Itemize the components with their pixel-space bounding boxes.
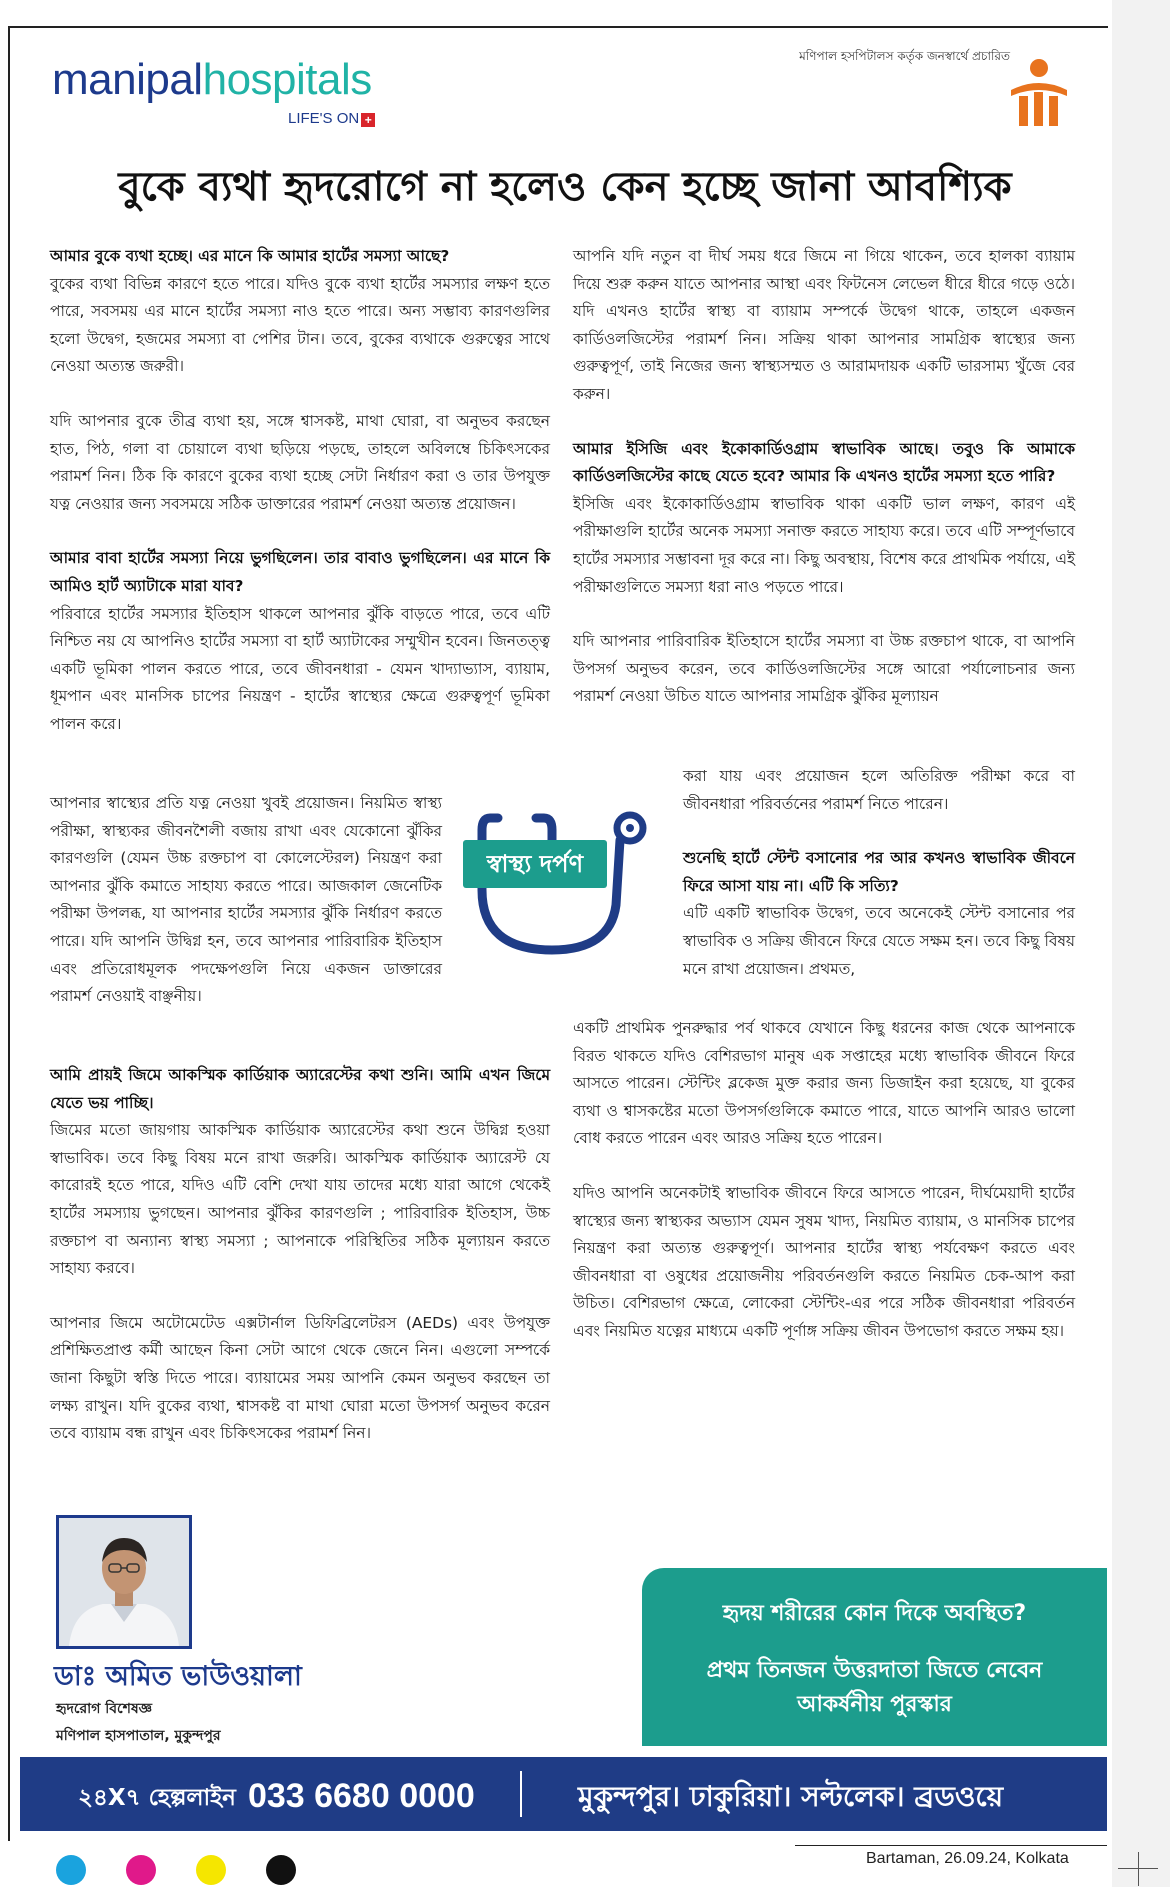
question-heading: আমার ইসিজি এবং ইকোকার্ডিওগ্রাম স্বাভাবিক আছে। তবুও কি আমাকে কার্ডিওলজিস্টের কাছে যেতে হবে? আমার কি এখনও হার্টের সমস্যা হতে পারি? (573, 439, 1075, 486)
plus-cross-icon: + (361, 113, 375, 127)
doctor-portrait (56, 1515, 192, 1649)
publisher-note: মণিপাল হসপিটালস কর্তৃক জনস্বার্থে প্রচারিত (799, 49, 1010, 63)
answer-text: পরিবারে হার্টের সমস্যার ইতিহাস থাকলে আপনার ঝুঁকি বাড়তে পারে, তবে এটি নিশ্চিত নয় যে আপনিও হার্টের সমস্যা বা হার্ট অ্যাটাকের সম্মুখীন হবেন। জিনতত্ত্ব একটি ভূমিকা পালন করতে পারে, তবে জীবনধারা - যেমন খাদ্যাভ্যাস, ব্যায়াম, ধূমপান এবং মানসিক চাপের নিয়ন্ত্রণ - হার্টের স্বাস্থ্যের ক্ষেত্রে গুরুত্বপূর্ণ ভূমিকা পালন করে। (50, 604, 550, 733)
answer-text: যদি আপনার বুকে তীব্র ব্যথা হয়, সঙ্গে শ্বাসকষ্ট, মাথা ঘোরা, বা অনুভব করছেন হাত, পিঠ, গলা বা চোয়ালে ব্যথা ছড়িয়ে পড়ছে, তাহলে অবিলম্বে চিকিৎসকের পরামর্শ নিন। ঠিক কি কারণে বুকের ব্যথা হচ্ছে সেটা নির্ধারণ করা ও তার উপযুক্ত যত্ন নেওয়ার জন্য সবসময়ে সঠিক ডাক্তারের পরামর্শ নেওয়া অত্যন্ত প্রয়োজন। (50, 411, 550, 513)
logo-tagline (288, 110, 375, 127)
logo-tagline-text: LIFE'S ON (288, 110, 360, 127)
manipal-emblem-icon (1005, 56, 1073, 130)
article-column-right (573, 243, 1075, 711)
article-paragraph (573, 628, 1075, 711)
article-column-left (50, 243, 550, 766)
answer-text: জিমের মতো জায়গায় আকস্মিক কার্ডিয়াক অ্যারেস্টের কথা শুনে উদ্বিগ্ন হওয়া স্বাভাবিক। তবে কিছু বিষয় মনে রাখা জরুরি। আকস্মিক কার্ডিয়াক অ্যারেস্ট যে কারোরই হতে পারে, যদিও এটি বেশি দেখা যায় তাদের মধ্যে যারা আগে থেকেই হার্টের সমস্যায় ভুগছেন। আপনার ঝুঁকির কারণগুলি ; পারিবারিক ইতিহাস, উচ্চ রক্তচাপ বা অন্যান্য স্বাস্থ্য সমস্যা ; আপনাকে পরিস্থিতির সঠিক মূল্যায়ন করতে সাহায্য করবে। (50, 1121, 550, 1278)
article-paragraph (573, 436, 1075, 602)
doctor-specialty: হৃদরোগ বিশেষজ্ঞ (56, 1701, 153, 1717)
question-heading: আমি প্রায়ই জিমে আকস্মিক কার্ডিয়াক অ্যারেস্টের কথা শুনি। আমি এখন জিমে যেতে ভয় পাচ্ছি। (50, 1066, 550, 1112)
crop-mark (1138, 1852, 1139, 1886)
article-paragraph (50, 408, 550, 518)
article-paragraph (50, 1062, 550, 1283)
magenta-registration-dot (126, 1855, 156, 1885)
stethoscope-icon (460, 800, 675, 985)
quiz-prize: প্রথম তিনজন উত্তরদাতা জিতে নেবেন আকর্ষনীয় পুরস্কার (706, 1658, 1043, 1717)
answer-text: আপনার জিমে অটোমেটেড এক্সটার্নাল ডিফিব্রিলেটরস (AEDs) এবং উপযুক্ত প্রশিক্ষিতপ্রাপ্ত কর্মী আছেন কিনা সেটা আগে থেকে জেনে নিন। এগুলো সম্পর্কে জানা কিছুটা স্বস্তি দিতে পারে। ব্যায়ামের সময় আপনি কেমন অনুভব করছেন তা লক্ষ্য রাখুন। যদি বুকের ব্যথা, শ্বাসকষ্ট বা মাথা ঘোরা মতো উপসর্গ অনুভব করেন তবে ব্যায়াম বন্ধ রাখুন এবং চিকিৎসকের পরামর্শ নিন। (50, 1313, 550, 1443)
page-margin-strip (1112, 0, 1170, 1887)
cyan-registration-dot (56, 1855, 86, 1885)
quiz-question: হৃদয় শরীরের কোন দিকে অবস্থিত? (722, 1601, 1027, 1626)
article-paragraph (50, 545, 550, 738)
question-heading: আমার বুকে ব্যথা হচ্ছে। এর মানে কি আমার হার্টের সমস্যা আছে? (50, 247, 450, 265)
manipal-logo (52, 55, 372, 127)
helpline-number: 033 6680 0000 (247, 1777, 475, 1815)
footer-banner (20, 1757, 1107, 1831)
footer-divider (520, 1771, 522, 1817)
credit-rule (795, 1845, 1107, 1846)
answer-text: একটি প্রাথমিক পুনরুদ্ধার পর্ব থাকবে যেখানে কিছু ধরনের কাজ থেকে আপনাকে বিরত থাকতে যদিও বেশিরভাগ মানুষ এক সপ্তাহের মধ্যে স্বাভাবিক জীবনে ফিরে আসতে পারেন। স্টেন্টিং ব্লকেজ মুক্ত করার জন্য ডিজাইন করা হয়েছে, যা বুকের ব্যথা ও শ্বাসকষ্টের মতো উপসর্গগুলিকে কমাতে পারে, যাতে আপনি আরও ভালো বোধ করতে পারেন এবং আরও সক্রিয় হতে পারেন। (573, 1019, 1075, 1148)
doctor-portrait-illustration (59, 1518, 189, 1646)
article-column-right-lower (573, 1015, 1075, 1373)
article-paragraph (50, 1310, 550, 1448)
page-headline: বুকে ব্যথা হৃদরোগে না হলেও কেন হচ্ছে জানা আবশ্যিক (118, 164, 1012, 210)
answer-text: যদিও আপনি অনেকটাই স্বাভাবিক জীবনে ফিরে আসতে পারেন, দীর্ঘমেয়াদী হার্টের স্বাস্থ্যের জন্য স্বাস্থ্যকর অভ্যাস যেমন সুষম খাদ্য, নিয়মিত ব্যায়াম, ও মানসিক চাপের নিয়ন্ত্রণ করা অত্যন্ত গুরুত্বপূর্ণ। আপনার হার্টের স্বাস্থ্য পর্যবেক্ষণ করতে এবং জীবনধারা বা ওষুধের প্রয়োজনীয় পরিবর্তনগুলি করতে নিয়মিত চেক-আপ করা উচিত। বেশিরভাগ ক্ষেত্রে, লোকেরা স্টেন্টিং-এর পরে সঠিক জীবনধারা পরিবর্তন এবং নিয়মিত যত্নের মাধ্যমে একটি পূর্ণাঙ্গ সক্রিয় জীবন উপভোগ করতে সক্ষম হয়। (573, 1183, 1075, 1340)
question-heading: শুনেছি হার্টে স্টেন্ট বসানোর পর আর কখনও স্বাভাবিক জীবনে ফিরে আসা যায় না। এটি কি সত্যি? (683, 849, 1075, 895)
answer-text: বুকের ব্যথা বিভিন্ন কারণে হতে পারে। যদিও বুকে ব্যথা হার্টের সমস্যার লক্ষণ হতে পারে, সবসময় এর মানে হার্টের সমস্যা নাও হতে পারে। অন্য সম্ভাব্য কারণগুলির হলো উদ্বেগ, হজমের সমস্যা বা পেশির টান। তবে, বুকের ব্যথাকে গুরুত্বের সাথে নেওয়া অত্যন্ত জরুরী। (50, 274, 550, 376)
answer-text: এটি একটি স্বাভাবিক উদ্বেগ, তবে অনেকেই স্টেন্ট বসানোর পর স্বাভাবিক ও সক্রিয় জীবনে ফিরে যেতে সক্ষম হন। তবে কিছু বিষয় মনে রাখা প্রয়োজন। প্রথমত, (683, 904, 1075, 978)
article-paragraph (573, 1015, 1075, 1153)
question-heading: আমার বাবা হার্টের সমস্যা নিয়ে ভুগছিলেন। তার বাবাও ভুগছিলেন। এর মানে কি আমিও হার্ট অ্যাটাকে মারা যাব? (50, 549, 550, 595)
yellow-registration-dot (196, 1855, 226, 1885)
answer-text: যদি আপনার পারিবারিক ইতিহাসে হার্টের সমস্যা বা উচ্চ রক্তচাপ থাকে, বা আপনি উপসর্গ অনুভব করেন, তবে কার্ডিওলজিস্টের সঙ্গে আরো পর্যালোচনার জন্য পরামর্শ নেওয়া উচিত যাতে আপনার সামগ্রিক ঝুঁকির মূল্যায়ন (573, 632, 1075, 706)
quiz-box (642, 1568, 1107, 1746)
article-paragraph (573, 1180, 1075, 1346)
article-column-left-emblem-wrap (50, 790, 442, 1038)
health-mirror-badge: স্বাস্থ্য দর্পণ (463, 840, 607, 888)
article-paragraph (573, 243, 1075, 409)
answer-text: ইসিজি এবং ইকোকার্ডিওগ্রাম স্বাভাবিক থাকা একটি ভাল লক্ষণ, কারণ এই পরীক্ষাগুলি হার্টের অনেক সমস্যা সনাক্ত করতে সাহায্য করে। তবে এটি সম্পূর্ণভাবে হার্টের সমস্যার সম্ভাবনা দূর করে না। কিছু অবস্থায়, বিশেষ করে প্রাথমিক পর্যায়ে, এই পরীক্ষাগুলিতে সমস্যা ধরা নাও পড়তে পারে। (573, 494, 1075, 596)
helpline-label: ২৪X৭ হেল্পলাইন (78, 1785, 236, 1811)
answer-text: আপনি যদি নতুন বা দীর্ঘ সময় ধরে জিমে না গিয়ে থাকেন, তবে হালকা ব্যায়াম দিয়ে শুরু করুন যাতে আপনার আস্থা এবং ফিটনেস লেভেল ধীরে ধীরে গড়ে ওঠে। যদি এখনও হার্টের স্বাস্থ্য বা ব্যায়াম সম্পর্কে উদ্বেগ থাকে, তাহলে একজন কার্ডিওলজিস্টের পরামর্শ নিন। সক্রিয় থাকা আপনার সামগ্রিক স্বাস্থ্যের জন্য গুরুত্বপূর্ণ, তাই নিজের জন্য স্বাস্থ্যসম্মত ও আরামদায়ক একটি ভারসাম্য খুঁজে বের করুন। (573, 247, 1075, 403)
article-column-right-indented (683, 763, 1075, 983)
logo-word-hospitals: hospitals (202, 55, 372, 104)
black-registration-dot (266, 1855, 296, 1885)
helpline (78, 1777, 475, 1818)
article-column-left-lower (50, 1062, 550, 1475)
article-paragraph (683, 763, 1075, 818)
doctor-hospital: মণিপাল হাসপাতাল, মুকুন্দপুর (56, 1728, 221, 1744)
article-paragraph (50, 243, 550, 381)
article-paragraph: আপনার স্বাস্থ্যের প্রতি যত্ন নেওয়া খুবই প্রয়োজন। নিয়মিত স্বাস্থ্য পরীক্ষা, স্বাস্থ্যকর জীবনশৈলী বজায় রাখা এবং যেকোনো ঝুঁকির কারণগুলি (যেমন উচ্চ রক্তচাপ বা কোলেস্টেরল) নিয়ন্ত্রণ করা আপনার ঝুঁকি কমাতে সাহায্য করতে পারে। আজকাল জেনেটিক পরীক্ষা উপলব্ধ, যা আপনার হার্টের সমস্যার ঝুঁকি নির্ধারণ করতে পারে। যদি আপনি উদ্বিগ্ন হন, তবে আপনার পারিবারিক ইতিহাস এবং প্রতিরোধমূলক পদক্ষেপগুলি নিয়ে একজন ডাক্তারের পরামর্শ নেওয়াই বাঞ্ছনীয়। (50, 794, 442, 1006)
doctor-name: ডাঃ অমিত ভাউওয়ালা (54, 1661, 302, 1692)
article-paragraph (683, 845, 1075, 983)
hospital-locations: মুকুন্দপুর। ঢাকুরিয়া। সল্টলেক। ব্রডওয়ে (578, 1780, 1004, 1813)
logo-word-manipal: manipal (52, 55, 203, 104)
answer-text: করা যায় এবং প্রয়োজন হলে অতিরিক্ত পরীক্ষা করে বা জীবনধারা পরিবর্তনের পরামর্শ নিতে পারেন। (683, 767, 1075, 813)
newspaper-credit: Bartaman, 26.09.24, Kolkata (866, 1850, 1069, 1867)
